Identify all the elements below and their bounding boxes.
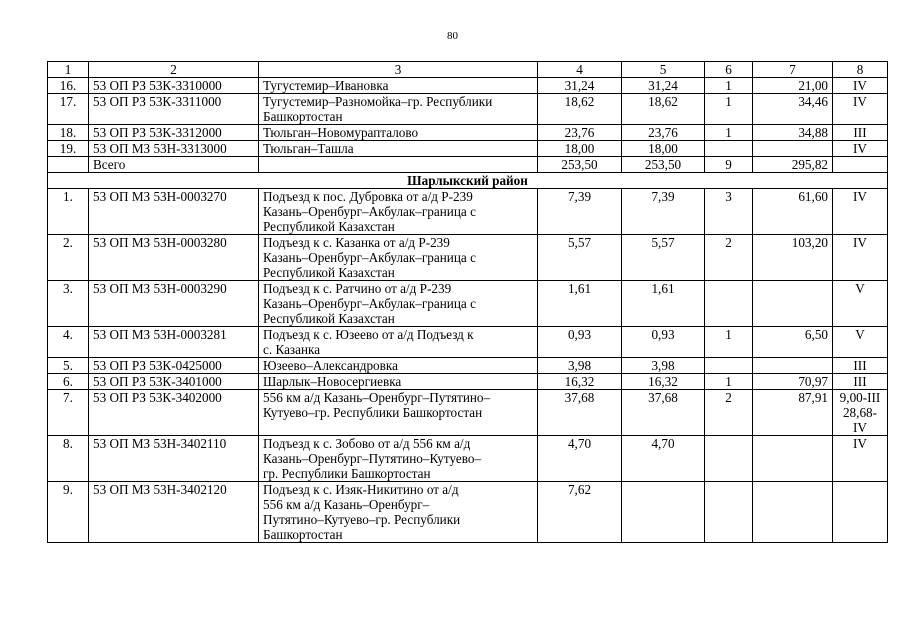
table-cell-c7: 34,46 [753, 94, 833, 125]
table-row [48, 374, 888, 390]
table-cell-c5: 16,32 [622, 374, 705, 390]
table-cell-name: Подъезд к с. Зобово от а/д 556 км а/д Казань–Оренбург–Путятино–Кутуево– гр. Республики Башкортостан [259, 436, 538, 482]
table-cell-code: 53 ОП РЗ 53К-0425000 [89, 358, 259, 374]
table-cell-c8: III [833, 358, 888, 374]
table-cell-c8: V [833, 327, 888, 358]
table-cell-c4: 253,50 [538, 157, 622, 173]
table-cell-c8: IV [833, 189, 888, 235]
page-number: 80 [447, 30, 458, 42]
table-cell-name: Шарлык–Новосергиевка [259, 374, 538, 390]
table-cell-c5: 23,76 [622, 125, 705, 141]
table-cell-c4: 18,00 [538, 141, 622, 157]
table-cell-c4: 4,70 [538, 436, 622, 482]
table-cell-name: Тюльган–Новомурапталово [259, 125, 538, 141]
table-cell-c8 [833, 157, 888, 173]
table-cell-c5: 37,68 [622, 390, 705, 436]
column-header: 2 [89, 62, 259, 78]
table-row [48, 78, 888, 94]
table-cell-c4: 37,68 [538, 390, 622, 436]
table-cell-c7: 6,50 [753, 327, 833, 358]
column-header: 8 [833, 62, 888, 78]
table-cell-c7: 87,91 [753, 390, 833, 436]
table-row [48, 94, 888, 125]
table-cell-c6 [705, 281, 753, 327]
table-cell-c6: 2 [705, 390, 753, 436]
table-body [48, 62, 888, 543]
table-cell-name: Тюльган–Ташла [259, 141, 538, 157]
table-cell-n: 16. [48, 78, 89, 94]
table-cell-name: Подъезд к пос. Дубровка от а/д Р-239 Казань–Оренбург–Акбулак–граница с Республикой Казахстан [259, 189, 538, 235]
column-number-header-row [48, 62, 888, 78]
table-cell-c6: 1 [705, 374, 753, 390]
table-cell-c6: 1 [705, 78, 753, 94]
table-cell-c6 [705, 358, 753, 374]
column-header: 3 [259, 62, 538, 78]
table-cell-c4: 16,32 [538, 374, 622, 390]
column-header: 5 [622, 62, 705, 78]
table-cell-n: 17. [48, 94, 89, 125]
table-cell-name: 556 км а/д Казань–Оренбург–Путятино– Кутуево–гр. Республики Башкортостан [259, 390, 538, 436]
table-cell-code: 53 ОП РЗ 53К-3310000 [89, 78, 259, 94]
table-cell-code: 53 ОП МЗ 53Н-0003290 [89, 281, 259, 327]
table-row [48, 281, 888, 327]
table-cell-n: 19. [48, 141, 89, 157]
table-cell-name [259, 157, 538, 173]
table-cell-c5: 7,39 [622, 189, 705, 235]
table-cell-n: 6. [48, 374, 89, 390]
table-cell-n: 7. [48, 390, 89, 436]
table-cell-c6: 1 [705, 327, 753, 358]
table-cell-c5: 31,24 [622, 78, 705, 94]
table-cell-c8 [833, 482, 888, 543]
table-row [48, 436, 888, 482]
table-cell-name: Подъезд к с. Ратчино от а/д Р-239 Казань–Оренбург–Акбулак–граница с Республикой Казахстан [259, 281, 538, 327]
table-cell-n: 1. [48, 189, 89, 235]
district-heading-row [48, 173, 888, 189]
table-cell-n: 2. [48, 235, 89, 281]
table-cell-c8: III [833, 374, 888, 390]
table-cell-n: 18. [48, 125, 89, 141]
table-cell-code: 53 ОП РЗ 53К-3401000 [89, 374, 259, 390]
table-cell-c6: 3 [705, 189, 753, 235]
column-header: 4 [538, 62, 622, 78]
table-cell-c7 [753, 482, 833, 543]
table-cell-code: 53 ОП МЗ 53Н-0003270 [89, 189, 259, 235]
table-cell-c5: 1,61 [622, 281, 705, 327]
table-cell-c7: 61,60 [753, 189, 833, 235]
column-header: 1 [48, 62, 89, 78]
table-cell-c4: 3,98 [538, 358, 622, 374]
table-cell-c7 [753, 358, 833, 374]
table-cell-c4: 31,24 [538, 78, 622, 94]
table-cell-c7: 70,97 [753, 374, 833, 390]
table-cell-c5: 0,93 [622, 327, 705, 358]
table-cell-c8: III [833, 125, 888, 141]
table-cell-c4: 1,61 [538, 281, 622, 327]
table-cell-c8: IV [833, 141, 888, 157]
table-row [48, 358, 888, 374]
table-cell-c7: 21,00 [753, 78, 833, 94]
table-cell-c4: 18,62 [538, 94, 622, 125]
table-cell-c7 [753, 281, 833, 327]
table-cell-c5: 3,98 [622, 358, 705, 374]
table-cell-c5: 5,57 [622, 235, 705, 281]
table-cell-code: Всего [89, 157, 259, 173]
table-cell-n: 3. [48, 281, 89, 327]
table-row [48, 390, 888, 436]
table-cell-n: 9. [48, 482, 89, 543]
table-cell-c6: 2 [705, 235, 753, 281]
table-row [48, 235, 888, 281]
table-cell-c7 [753, 436, 833, 482]
column-header: 6 [705, 62, 753, 78]
table-cell-code: 53 ОП МЗ 53Н-3402120 [89, 482, 259, 543]
table-cell-name: Тугустемир–Ивановка [259, 78, 538, 94]
table-cell-n: 8. [48, 436, 89, 482]
table-cell-c5: 4,70 [622, 436, 705, 482]
table-cell-c4: 5,57 [538, 235, 622, 281]
table-cell-code: 53 ОП РЗ 53К-3311000 [89, 94, 259, 125]
table-cell-name: Тугустемир–Разномойка–гр. Республики Башкортостан [259, 94, 538, 125]
table-cell-code: 53 ОП РЗ 53К-3312000 [89, 125, 259, 141]
table-cell-c6 [705, 141, 753, 157]
table-row [48, 327, 888, 358]
table-cell-c4: 7,39 [538, 189, 622, 235]
table-cell-c5 [622, 482, 705, 543]
table-cell-code: 53 ОП МЗ 53Н-0003281 [89, 327, 259, 358]
table-cell-code: 53 ОП РЗ 53К-3402000 [89, 390, 259, 436]
table-cell-name: Подъезд к с. Изяк-Никитино от а/д 556 км а/д Казань–Оренбург– Путятино–Кутуево–гр. Республики Башкортостан [259, 482, 538, 543]
table-cell-code: 53 ОП МЗ 53Н-3313000 [89, 141, 259, 157]
table-cell-c8: IV [833, 78, 888, 94]
table-cell-c8: V [833, 281, 888, 327]
table-row [48, 157, 888, 173]
column-header: 7 [753, 62, 833, 78]
table-row [48, 482, 888, 543]
table-cell-name: Подъезд к с. Казанка от а/д Р-239 Казань–Оренбург–Акбулак–граница с Республикой Казахстан [259, 235, 538, 281]
table-cell-name: Подъезд к с. Юзеево от а/д Подъезд к с. Казанка [259, 327, 538, 358]
table-cell-c6: 1 [705, 94, 753, 125]
table-row [48, 125, 888, 141]
table-cell-c8: IV [833, 235, 888, 281]
table-cell-c5: 18,62 [622, 94, 705, 125]
table-cell-code: 53 ОП МЗ 53Н-3402110 [89, 436, 259, 482]
table-cell-c8: IV [833, 436, 888, 482]
table-row [48, 141, 888, 157]
table-cell-name: Юзеево–Александровка [259, 358, 538, 374]
roads-table [47, 61, 888, 543]
table-cell-c7: 34,88 [753, 125, 833, 141]
table-cell-c6 [705, 436, 753, 482]
table-cell-c6: 1 [705, 125, 753, 141]
table-cell-c4: 0,93 [538, 327, 622, 358]
table-cell-n: 5. [48, 358, 89, 374]
table-cell-c4: 23,76 [538, 125, 622, 141]
district-heading: Шарлыкский район [48, 173, 888, 189]
table-cell-c7: 103,20 [753, 235, 833, 281]
table-cell-c7 [753, 141, 833, 157]
table-cell-code: 53 ОП МЗ 53Н-0003280 [89, 235, 259, 281]
table-cell-c6 [705, 482, 753, 543]
table-cell-c8: IV [833, 94, 888, 125]
table-cell-c4: 7,62 [538, 482, 622, 543]
table-cell-n [48, 157, 89, 173]
table-cell-c8: 9,00-III 28,68-IV [833, 390, 888, 436]
table-cell-c5: 18,00 [622, 141, 705, 157]
table-row [48, 189, 888, 235]
table-cell-c7: 295,82 [753, 157, 833, 173]
table-cell-n: 4. [48, 327, 89, 358]
table-cell-c5: 253,50 [622, 157, 705, 173]
table-cell-c6: 9 [705, 157, 753, 173]
